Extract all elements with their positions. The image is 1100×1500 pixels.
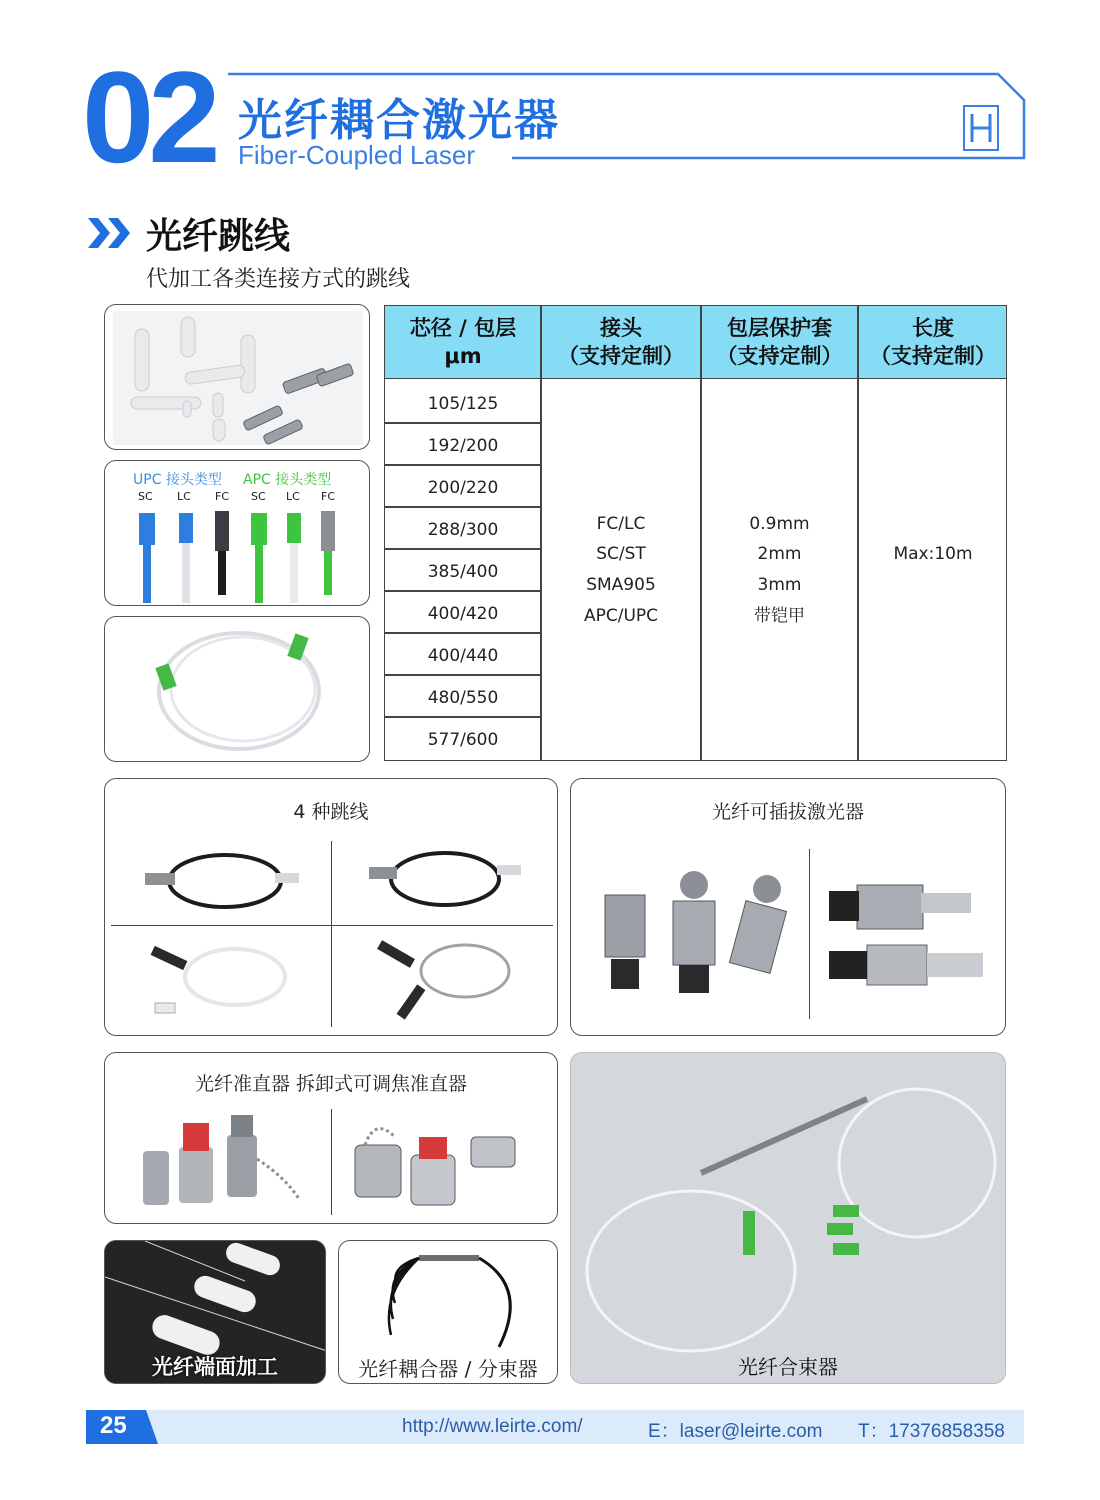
header-jacket: [701, 306, 858, 379]
panel-divider: [331, 1109, 332, 1215]
patch-cord-photo: [151, 621, 327, 759]
row-divider: [385, 506, 541, 508]
coupler-box: [338, 1240, 558, 1384]
jumper-photo-1: [125, 839, 315, 921]
panel-divider: [331, 841, 332, 1027]
row-divider: [385, 632, 541, 634]
jacket-option: 0.9mm: [749, 513, 810, 534]
coupler-photo: [379, 1247, 529, 1351]
core-cladding-cell: 192/200: [427, 436, 499, 456]
ferrule-photo: [113, 311, 363, 445]
jumper-photo-3: [125, 931, 315, 1031]
apc-fc-label: FC: [321, 490, 336, 503]
connector-option: APC/UPC: [583, 605, 659, 626]
jumper-photo-2: [349, 839, 539, 921]
collimator-title: 光纤准直器 拆卸式可调焦准直器: [194, 1073, 468, 1095]
end-face-label: 光纤端面加工: [152, 1355, 278, 1379]
connector-types-box: [104, 460, 370, 606]
panel-divider: [809, 849, 810, 1019]
core-cladding-cell: 400/440: [427, 646, 499, 666]
coupler-label: 光纤耦合器 / 分束器: [358, 1357, 538, 1381]
row-divider: [385, 716, 541, 718]
row-divider: [385, 548, 541, 550]
row-divider: [385, 464, 541, 466]
header-core-cladding-line2: μm: [444, 343, 482, 368]
end-face-box: [104, 1240, 326, 1384]
section-title: 光纤跳线: [146, 216, 291, 257]
pluggable-photo-1: [581, 855, 801, 1005]
panel-divider: [111, 925, 553, 926]
header-length: [858, 306, 1008, 379]
footer-email[interactable]: E：laser@leirte.com: [648, 1421, 823, 1442]
apc-sc-label: SC: [251, 490, 266, 503]
jacket-options-cell: [701, 380, 858, 760]
header-connector-line1: 接头: [600, 316, 642, 341]
jumper-photo-4: [349, 931, 539, 1031]
connector-option: SC/ST: [596, 544, 646, 565]
length-value: Max:10m: [893, 543, 973, 564]
core-cladding-cell: 200/220: [427, 478, 499, 498]
combiner-photo: [571, 1053, 1006, 1384]
footer-url[interactable]: http://www.leirte.com/: [402, 1416, 583, 1437]
header-jacket-line2: （支持定制）: [716, 343, 843, 368]
ferrule-photo-box: [104, 304, 370, 450]
row-divider: [385, 674, 541, 676]
upc-lc-label: LC: [177, 490, 191, 503]
header-core-cladding-line1: 芯径 / 包层: [409, 316, 517, 341]
apc-lc-label: LC: [286, 490, 300, 503]
core-cladding-cell: 105/125: [427, 394, 499, 414]
jumpers-title: 4 种跳线: [293, 801, 369, 823]
connector-types-photo: [125, 507, 355, 603]
upc-fc-label: FC: [215, 490, 230, 503]
jacket-option: 2mm: [757, 544, 802, 565]
row-divider: [385, 422, 541, 424]
chapter-number: 02: [82, 44, 215, 190]
core-cladding-cell: 385/400: [427, 562, 499, 582]
connector-option: FC/LC: [596, 513, 646, 534]
core-cladding-cell: 480/550: [427, 688, 499, 708]
pluggable-box: [570, 778, 1006, 1036]
header-connector-line2: （支持定制）: [558, 343, 684, 368]
header-jacket-line1: 包层保护套: [727, 316, 832, 341]
upc-sc-label: SC: [138, 490, 153, 503]
page-number: 25: [100, 1412, 127, 1439]
h-badge-icon: [962, 104, 1000, 152]
core-cladding-cell: 288/300: [427, 520, 499, 540]
jacket-option: 带铠甲: [754, 605, 805, 626]
patch-cord-photo-box: [104, 616, 370, 762]
header-length-line1: 长度: [912, 316, 954, 341]
double-chevron-icon: [88, 218, 134, 248]
chapter-title-cn: 光纤耦合激光器: [238, 95, 560, 146]
jumpers-box: [104, 778, 558, 1036]
collimator-photo-1: [135, 1107, 325, 1219]
length-cell: [858, 380, 1008, 728]
chapter-title-en: Fiber-Coupled Laser: [238, 140, 476, 170]
collimator-photo-2: [345, 1107, 545, 1219]
pluggable-title: 光纤可插拔激光器: [711, 801, 864, 823]
combiner-box: [570, 1052, 1006, 1384]
header-length-line2: （支持定制）: [870, 343, 996, 368]
apc-label: APC 接头类型: [243, 472, 332, 488]
header-core-cladding: [385, 306, 541, 379]
core-cladding-cell: 577/600: [427, 730, 499, 750]
connector-options-cell: [541, 380, 701, 760]
collimator-box: [104, 1052, 558, 1224]
pluggable-photo-2: [817, 859, 999, 1009]
section-subtitle: 代加工各类连接方式的跳线: [146, 267, 411, 292]
combiner-label: 光纤合束器: [738, 1355, 838, 1379]
footer-phone: T：17376858358: [858, 1421, 1005, 1442]
jacket-option: 3mm: [757, 575, 802, 595]
row-divider: [385, 590, 541, 592]
connector-option: SMA905: [586, 575, 656, 595]
core-cladding-cell: 400/420: [427, 604, 499, 624]
header-connector: [541, 306, 701, 379]
upc-label: UPC 接头类型: [133, 472, 222, 488]
spec-table: [384, 305, 1007, 761]
